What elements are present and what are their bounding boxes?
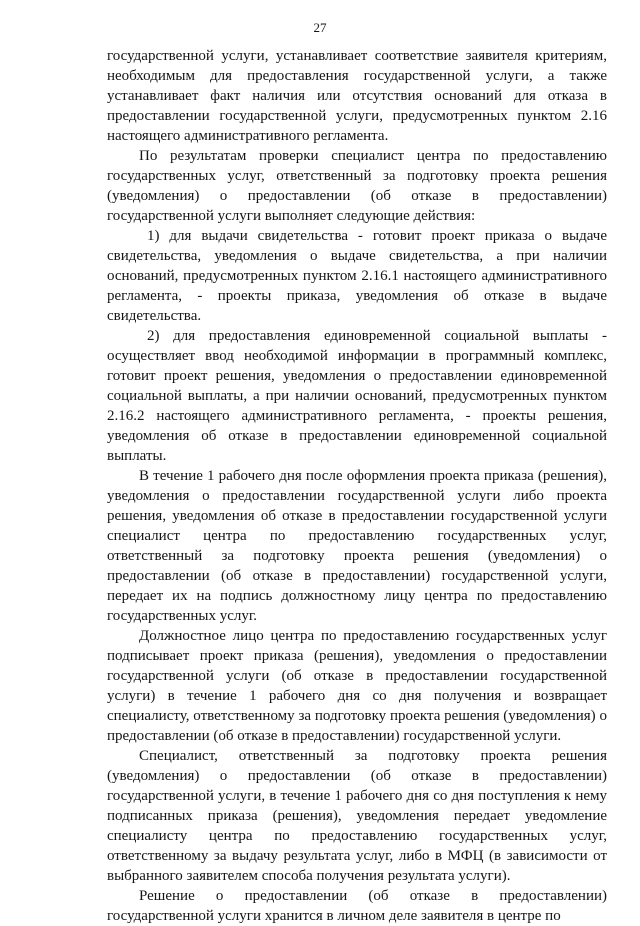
paragraph-decision-stored: Решение о предоставлении (об отказе в предоставлении) государственной услуги хранится в личном деле заявителя в центре по [107,888,607,924]
paragraph-specialist-transfers: Специалист, ответственный за подготовку проекта решения (уведомления) о предоставлении (об отказе в предоставлении) государственной услуги, в течение 1 рабочего дня со дня поступления к нему подписанных приказа (решения), уведомления передает уведомление специалисту центра по предоставлению государственных услуг, ответственному за выдачу результата услуг, либо в МФЦ (в зависимости от выбранного заявителем способа получения результата услуги). [107,748,607,884]
page-number: 27 [313,20,327,35]
paragraph-continuation: государственной услуги, устанавливает соответствие заявителя критериям, необходимым для предоставления государственной услуги, а также устанавливает факт наличия или отсутствия оснований для отказа в предоставлении государственной услуги, предусмотренных пунктом 2.16 настоящего административного регламента. [107,48,607,144]
list-item-certificate: 1) для выдачи свидетельства - готовит проект приказа о выдаче свидетельства, уведомления о выдаче свидетельства, а при наличии оснований, предусмотренных пунктом 2.16.1 настоящего административного регламента, - проекты приказа, уведомления об отказе в выдаче свидетельства. [107,228,607,324]
list-item-social-payment: 2) для предоставления единовременной социальной выплаты - осуществляет ввод необходимой информации в программный комплекс, готовит проект решения, уведомления о предоставлении единовременной социальной выплаты, а при наличии оснований, предусмотренных пунктом 2.16.2 настоящего административного регламента, - проекты решения, уведомления об отказе в предоставлении единовременной социальной выплаты. [107,328,607,464]
paragraph-verification-results: По результатам проверки специалист центра по предоставлению государственных услуг, ответственный за подготовку проекта решения (уведомления) о предоставлении (об отказе в предоставлении) государственной услуги выполняет следующие действия: [107,148,607,224]
paragraph-one-working-day: В течение 1 рабочего дня после оформления проекта приказа (решения), уведомления о предоставлении государственной услуги либо проекта решения, уведомления об отказе в предоставлении государственной услуги специалист центра по предоставлению государственных услуг, ответственный за подготовку проекта решения (уведомления) о предоставлении (об отказе в предоставлении) государственной услуги, передает их на подпись должностному лицу центра по предоставлению государственных услуг. [107,468,607,624]
document-body [107,46,607,926]
paragraph-official-signs: Должностное лицо центра по предоставлению государственных услуг подписывает проект приказа (решения), уведомления о предоставлении государственной услуги (об отказе в предоставлении государственной услуги) в течение 1 рабочего дня со дня получения и возвращает специалисту, ответственному за подготовку проекта решения (уведомления) о предоставлении (об отказе в предоставлении) государственной услуги. [107,628,607,744]
